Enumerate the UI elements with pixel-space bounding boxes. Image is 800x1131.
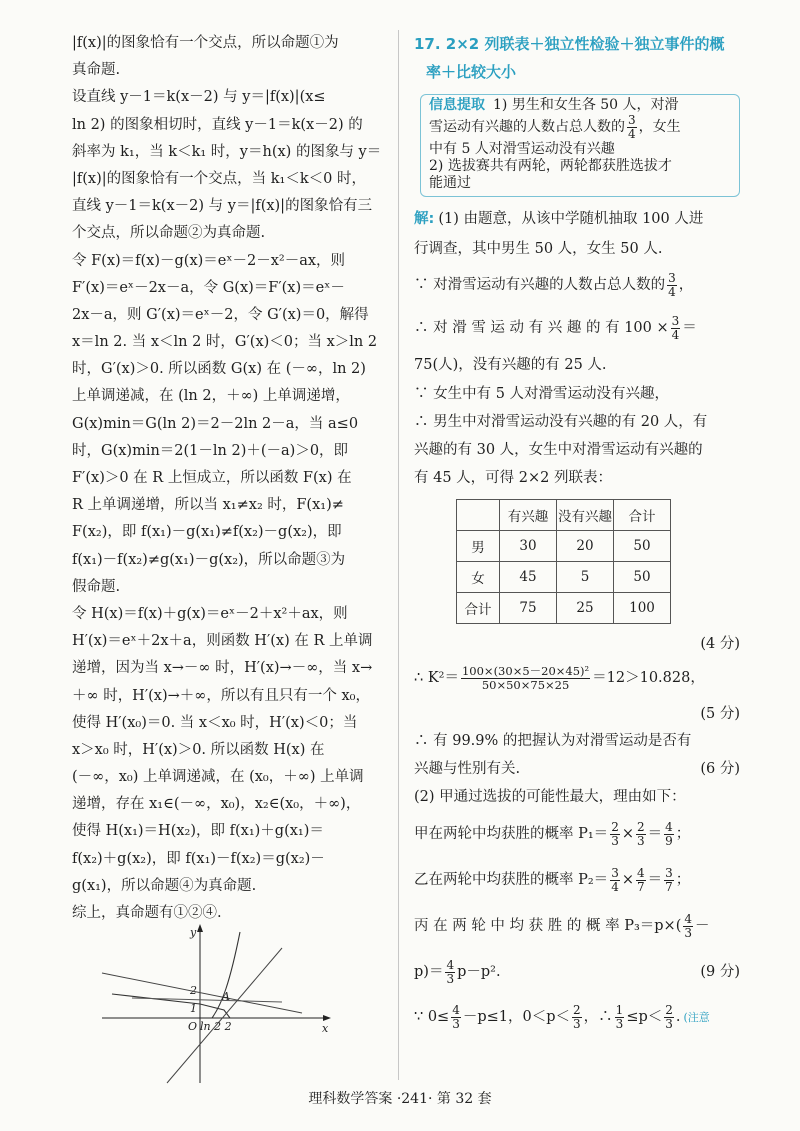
page-footer: 理科数学答案 ·241· 第 32 套	[308, 1091, 492, 1107]
left-text-line: 时，G′(x)＞0. 所以函数 G(x) 在 (－∞，ln 2)	[72, 361, 366, 378]
table-cell: 没有兴趣	[557, 499, 614, 530]
table-cell: 男	[457, 530, 500, 561]
left-text-line: f(x₁)－f(x₂)≠g(x₁)－g(x₂)，所以命题③为	[72, 551, 346, 568]
left-text-line: 斜率为 k₁，当 k＜k₁ 时，y＝h(x) 的图象与 y＝	[72, 143, 382, 160]
graph-x-label: x	[322, 1022, 329, 1035]
steep-line	[167, 948, 282, 1083]
solution-line-8: 兴趣的有 30 人，女生中对滑雪运动有兴趣的	[414, 441, 703, 458]
left-text-line: 使得 H′(x₀)＝0. 当 x＜x₀ 时，H′(x)＜0；当	[72, 714, 358, 731]
left-text-line: 综上，真命题有①②④.	[72, 905, 222, 921]
table-cell: 有兴趣	[500, 499, 557, 530]
table-cell: 20	[557, 530, 614, 561]
y-axis-arrow-icon	[197, 924, 203, 932]
fraction: $\frac{4}{7}$	[636, 865, 645, 895]
prob-bing: 丙 在 两 轮 中 均 获 胜 的 概 率 P₃＝p×( $\frac{4}{3}$ －	[414, 911, 710, 941]
table-row	[457, 561, 671, 592]
solution-line-5: 75(人)，没有兴趣的有 25 人.	[414, 356, 607, 373]
score-4: (4 分)	[700, 635, 740, 652]
fraction: $\frac{2}{3}$	[665, 1002, 673, 1032]
left-text-line: ln 2) 的图象相切时，直线 y－1＝k(x－2) 的	[72, 116, 363, 133]
fraction: $\frac{2}{3}$	[573, 1002, 581, 1032]
range-line: ∵ 0≤ $\frac{4}{3}$ －p≤1，0＜p＜ $\frac{2}{3}$ ，∴ $\frac{1}{3}$ ≤p＜ $\frac{2}{3}$ . (注意	[414, 1002, 710, 1032]
left-text-line: 假命题.	[72, 578, 121, 595]
fraction: $\frac{4}{9}$	[665, 819, 673, 849]
problem-17-title: 17. 2×2 列联表＋独立性检验＋独立事件的概	[414, 35, 725, 53]
tangent-line	[102, 973, 302, 1013]
left-text-line: x＞x₀ 时，H′(x)＞0. 所以函数 H(x) 在	[72, 741, 325, 758]
left-text-line: F′(x)＝eˣ－2x－a，令 G(x)＝F′(x)＝eˣ－	[72, 279, 345, 296]
k2-fraction: $\frac{\text{100×(30×5－20×45)²}}{50\times 50\times 75\times 25}$	[461, 664, 590, 693]
fraction: $\frac{3}{7}$	[665, 865, 673, 895]
table-cell: 30	[500, 530, 557, 561]
left-text-line: 2x－a，则 G′(x)＝eˣ－2，令 G′(x)＝0，解得	[72, 306, 369, 323]
solution-line-6: ∵ 女生中有 5 人对滑雪运动没有兴趣，	[414, 385, 670, 402]
info-line-1: 信息提取 1) 男生和女生各 50 人，对滑	[429, 97, 679, 113]
graph-tick-2: 2	[190, 984, 197, 997]
solution-line-3: ∵ 对滑雪运动有兴趣的人数占总人数的 $\frac{3}{4}$ ，	[414, 270, 694, 300]
table-cell: 合计	[614, 499, 671, 530]
fraction: $\frac{3}{4}$	[668, 270, 676, 300]
secant-line	[132, 998, 282, 1002]
note-label: (注意	[683, 1010, 710, 1024]
left-text-line: R 上单调递增，所以当 x₁≠x₂ 时，F(x₁)≠	[72, 497, 344, 514]
fraction: $\frac{2}{3}$	[636, 819, 645, 849]
left-text-line: 上单调递减，在 (ln 2，＋∞) 上单调递增，	[72, 388, 350, 405]
graph-point-a: A	[222, 990, 230, 1003]
left-text-line: |f(x)|的图象恰有一个交点，所以命题①为	[72, 35, 339, 51]
solution-line-11: 兴趣与性别有关. (6 分)	[414, 756, 746, 784]
info-line-4: 2) 选拔赛共有两轮，两轮都获胜选拔才	[429, 157, 672, 174]
column-divider	[398, 30, 399, 1080]
problem-17-title-cont: 率＋比较大小	[426, 63, 517, 81]
table-cell: 女	[457, 561, 500, 592]
table-cell	[457, 499, 500, 530]
table-cell: 合计	[457, 592, 500, 623]
left-text-line: 递增，存在 x₁∈(－∞，x₀)，x₂∈(x₀，＋∞)，	[72, 796, 361, 813]
info-extract-box	[420, 94, 740, 197]
score-6: (6 分)	[700, 760, 740, 777]
left-text-line: 设直线 y－1＝k(x－2) 与 y＝|f(x)|(x≤	[72, 89, 326, 106]
fraction: $\frac{4}{3}$	[684, 911, 692, 941]
fraction: $\frac{4}{3}$	[446, 957, 455, 987]
table-cell: 75	[500, 592, 557, 623]
table-cell: 50	[614, 530, 671, 561]
info-line-3: 中有 5 人对滑雪运动没有兴趣	[429, 141, 615, 158]
left-text-line: F(x₂)，即 f(x₁)－g(x₁)≠f(x₂)－g(x₂)，即	[72, 524, 342, 541]
prob-bing-cont: p)＝ $\frac{4}{3}$ p－p². (9 分)	[414, 950, 746, 996]
fraction: $\frac{3}{4}$	[628, 113, 636, 141]
fraction: $\frac{2}{3}$	[611, 819, 619, 849]
solution-line-12: (2) 甲通过选拔的可能性最大，理由如下：	[414, 788, 686, 805]
left-text-line: g(x₁)，所以命题④为真命题.	[72, 877, 257, 894]
left-text-line: 真命题.	[72, 62, 121, 79]
left-text-line: 令 H(x)＝f(x)＋g(x)＝eˣ－2＋x²＋ax，则	[72, 605, 348, 622]
solution-line-10: ∴ 有 99.9% 的把握认为对滑雪运动是否有	[414, 732, 692, 749]
solution-line-9: 有 45 人，可得 2×2 列联表：	[414, 469, 612, 486]
left-text-line: f(x₂)＋g(x₂)，即 f(x₁)－f(x₂)＝g(x₂)－	[72, 850, 325, 867]
left-column	[72, 30, 390, 927]
table-cell: 25	[557, 592, 614, 623]
left-text-line: 时，G(x)min＝2(1－ln 2)＋(－a)＞0，即	[72, 442, 349, 459]
graph-x-ticks: ln 2 2	[200, 1020, 232, 1033]
left-text-line: 使得 H(x₁)＝H(x₂)，即 f(x₁)＋g(x₁)＝	[72, 823, 324, 840]
graph-y-label: y	[190, 926, 197, 939]
left-text-line: 递增，因为当 x→－∞ 时，H′(x)→－∞，当 x→	[72, 660, 373, 677]
left-text-line: x＝ln 2. 当 x＜ln 2 时，G′(x)＜0；当 x＞ln 2	[72, 334, 378, 351]
left-text-line: H′(x)＝eˣ＋2x＋a，则函数 H′(x) 在 R 上单调	[72, 633, 373, 650]
info-lead-label: 信息提取	[429, 97, 485, 113]
graph-origin-label: O	[188, 1020, 198, 1033]
solution-line-2: 行调查，其中男生 50 人，女生 50 人.	[414, 240, 663, 257]
info-line-2: 雪运动有兴趣的人数占总人数的 $\frac{3}{4}$ ，女生	[429, 113, 681, 141]
abs-f-curve-right	[212, 932, 240, 1018]
table-row	[457, 592, 671, 623]
function-graph	[72, 918, 342, 1088]
left-text-line: 令 F(x)＝f(x)－g(x)＝eˣ－2－x²－ax，则	[72, 252, 346, 269]
left-text-line: G(x)min＝G(ln 2)＝2－2ln 2－a，当 a≤0	[72, 415, 359, 432]
left-text-line: 直线 y－1＝k(x－2) 与 y＝|f(x)|的图象恰有三	[72, 198, 373, 215]
fraction: $\frac{4}{3}$	[452, 1002, 460, 1032]
left-text-line: (－∞，x₀) 上单调递减，在 (x₀，＋∞) 上单调	[72, 769, 364, 786]
fraction: $\frac{1}{3}$	[615, 1002, 624, 1032]
score-9: (9 分)	[700, 963, 740, 980]
solution-line-1: 解: (1) 由题意，从该中学随机抽取 100 人进	[414, 210, 704, 227]
solution-line-7: ∴ 男生中对滑雪运动没有兴趣的有 20 人，有	[414, 413, 708, 430]
solution-line-4: ∴ 对 滑 雪 运 动 有 兴 趣 的 有 100 × $\frac{3}{4}$ ＝	[414, 313, 697, 343]
fraction: $\frac{3}{4}$	[611, 865, 619, 895]
table-cell: 50	[614, 561, 671, 592]
table-cell: 45	[500, 561, 557, 592]
info-line-5: 能通过	[429, 174, 471, 191]
table-header-row	[457, 499, 671, 530]
right-column	[414, 30, 746, 1040]
table-cell: 5	[557, 561, 614, 592]
prob-yi: 乙在两轮中均获胜的概率 P₂＝ $\frac{3}{4}$ × $\frac{4}{7}$ ＝ $\frac{3}{7}$ ；	[414, 865, 691, 895]
score-5: (5 分)	[700, 705, 740, 722]
k2-formula: ∴ K²＝ $\frac{\text{100×(30×5－20×45)²}}{50\times 50\times 75\times 25}$ ＝12＞10.828，	[414, 664, 705, 693]
table-cell: 100	[614, 592, 671, 623]
fraction: $\frac{3}{4}$	[671, 313, 680, 343]
solution-lead: 解:	[414, 210, 435, 227]
left-text-line: 个交点，所以命题②为真命题.	[72, 225, 266, 242]
table-row	[457, 530, 671, 561]
contingency-table	[456, 499, 671, 624]
left-text-line: F′(x)＞0 在 R 上恒成立，所以函数 F(x) 在	[72, 470, 352, 486]
prob-jia: 甲在两轮中均获胜的概率 P₁＝ $\frac{2}{3}$ × $\frac{2}{3}$ ＝ $\frac{4}{9}$ ；	[414, 819, 691, 849]
left-text-line: ＋∞ 时，H′(x)→＋∞，所以有且只有一个 x₀，	[72, 687, 370, 704]
graph-tick-1: 1	[190, 1002, 197, 1015]
left-text-line: |f(x)|的图象恰有一个交点，当 k₁＜k＜0 时，	[72, 170, 366, 187]
x-axis-arrow-icon	[323, 1015, 331, 1021]
abs-f-curve-left	[112, 994, 230, 1018]
